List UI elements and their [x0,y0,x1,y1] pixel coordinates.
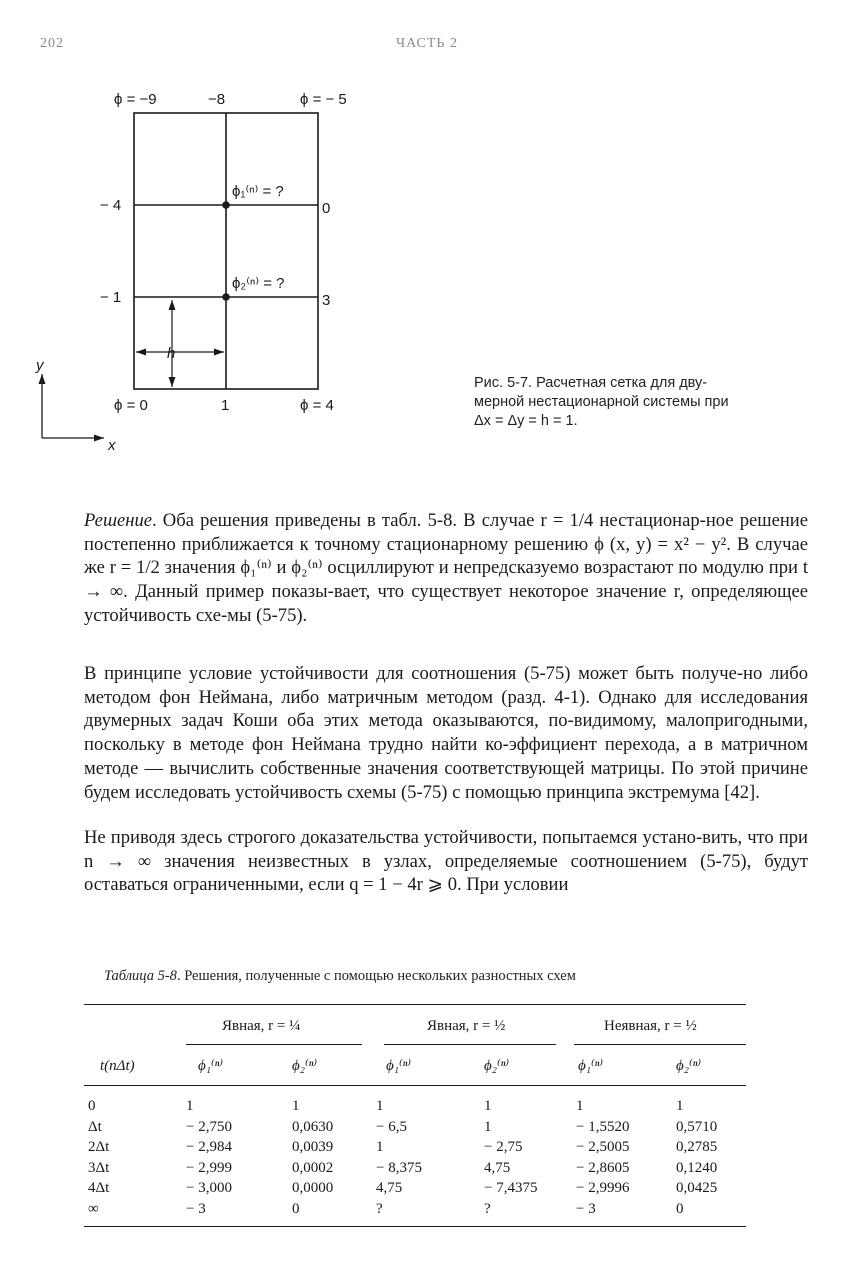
table-cell: 0,0425 [676,1180,718,1196]
label-top-right: ϕ = − 5 [300,91,347,108]
table-cell: 0 [676,1200,684,1217]
table-bottom-rule [84,1226,746,1227]
table-time-cell: 3Δt [88,1159,110,1176]
column-header-phi1: ϕ₁⁽ⁿ⁾ [198,1058,224,1074]
table-top-rule [84,1004,746,1005]
table-cell: − 3 [576,1200,596,1217]
table-time-cell: Δt [88,1118,102,1135]
table-cell: 1 [484,1118,492,1135]
node-phi2 [222,293,230,301]
table-cell: − 2,984 [186,1139,232,1155]
table-cell: 1 [376,1098,384,1114]
table-caption-label: Таблица 5-8 [104,968,177,984]
label-left-low: − 1 [100,289,122,306]
column-header-time: t(nΔt) [100,1058,135,1074]
label-axis-y: y [36,357,44,374]
table-cell: ? [484,1200,491,1217]
group-rule-2 [384,1044,556,1045]
table-cell: − 2,999 [186,1159,232,1176]
label-h: h [167,345,176,362]
column-header-phi2: ϕ₂⁽ⁿ⁾ [292,1058,318,1074]
table-cell: 4,75 [484,1159,511,1176]
group-header-implicit-half: Неявная, r = ½ [604,1018,697,1034]
label-phi2: ϕ₂⁽ⁿ⁾ = ? [232,275,285,292]
v-arrow-up [169,300,176,310]
group-rule-3 [574,1044,746,1045]
x-axis-arrow [94,435,104,442]
table-cell: 0,0630 [292,1118,334,1135]
table-header-rule [84,1085,746,1086]
table-cell: 0,2785 [676,1139,718,1155]
table-cell: 4,75 [376,1180,403,1196]
column-header-phi2: ϕ₂⁽ⁿ⁾ [484,1058,510,1074]
v-arrow-down [169,377,176,387]
table-cell: − 2,750 [186,1118,232,1135]
table-cell: 1 [676,1098,684,1114]
y-axis-arrow [39,374,46,384]
table-caption [104,968,576,985]
table-cell: ? [376,1200,383,1217]
paragraph-proof: Не приводя здесь строгого доказательства устойчивости, попытаемся устано-вить, что при n → ∞ значения неизвестных в узлах, определяемые соотношением (5-75), будут оставаться ограниченными, если q = 1 − 4r ⩾ 0. При условии [84,827,808,896]
table-cell: − 1,5520 [576,1118,630,1135]
label-right-mid: 0 [322,200,331,217]
group-header-explicit-half: Явная, r = ½ [427,1018,506,1034]
table-cell: − 2,9996 [576,1180,630,1196]
figure-caption [474,374,774,431]
group-rule-1 [186,1044,362,1045]
label-bottom-left: ϕ = 0 [114,397,148,414]
table-cell: 1 [292,1098,300,1114]
table-cell: 0,1240 [676,1159,718,1176]
label-bottom-right: ϕ = 4 [300,397,334,414]
table-cell: 0 [292,1200,300,1217]
table-cell: 1 [186,1098,194,1114]
figure-caption-line: Рис. 5-7. Расчетная сетка для дву- [474,375,708,391]
solution-label: Решение [84,510,153,531]
label-top-left: ϕ = −9 [114,91,157,108]
figure-caption-line: мерной нестационарной системы при [474,394,729,410]
label-axis-x: x [108,437,116,454]
label-left-mid: − 4 [100,197,122,214]
table-cell: − 8,375 [376,1159,422,1176]
page-number: 202 [40,36,64,51]
table-time-cell: 4Δt [88,1180,110,1196]
paragraph-solution [84,509,808,628]
figure-caption-line: Δx = Δy = h = 1. [474,413,578,429]
table-cell: 0,0002 [292,1159,334,1176]
table-time-cell: 0 [88,1098,96,1114]
table-cell: 1 [376,1139,384,1155]
table-caption-text: . Решения, полученные с помощью нескольких разностных схем [176,968,576,984]
table-cell: − 7,4375 [484,1180,538,1196]
column-header-phi2: ϕ₂⁽ⁿ⁾ [676,1058,702,1074]
label-right-low: 3 [322,292,331,309]
table-cell: 1 [576,1098,584,1114]
h-arrow-right [214,349,224,356]
table-cell: − 2,8605 [576,1159,630,1176]
table-cell: 0,5710 [676,1118,718,1135]
table-cell: − 6,5 [376,1118,407,1135]
table-cell: 0,0000 [292,1180,334,1196]
running-header: ЧАСТЬ 2 [396,36,458,51]
label-phi1: ϕ₁⁽ⁿ⁾ = ? [232,183,284,200]
table-time-cell: ∞ [88,1200,99,1217]
table-cell: − 2,75 [484,1139,523,1155]
h-arrow-left [136,349,146,356]
table-cell: − 3 [186,1200,206,1217]
column-header-phi1: ϕ₁⁽ⁿ⁾ [386,1058,412,1074]
node-phi1 [222,201,230,209]
column-header-phi1: ϕ₁⁽ⁿ⁾ [578,1058,604,1074]
table-cell: 0,0039 [292,1139,334,1155]
solution-text: . Оба решения приведены в табл. 5-8. В случае r = 1/4 нестационар-ное решение постепенно приближается к точному стационарному решению ϕ (x, y) = x² − y². В случае же r = 1/2 значения ϕ₁⁽ⁿ⁾ и ϕ₂⁽ⁿ⁾ осциллируют и непредсказуемо возрастают по модулю при t → ∞. Данный пример показы-вает, что существует некоторое значение r, определяющее устойчивость схе-мы (5-75). [84,510,808,626]
label-top-mid: −8 [208,91,226,108]
label-bottom-mid: 1 [221,397,230,414]
group-header-explicit-quarter: Явная, r = ¼ [222,1018,301,1034]
table-cell: 1 [484,1098,492,1114]
table-time-cell: 2Δt [88,1139,110,1155]
paragraph-stability: В принципе условие устойчивости для соотношения (5-75) может быть получе-но либо методом фон Неймана, либо матричным методом (разд. 4-1). Однако для исследования двумерных задач Коши оба этих метода оказываются, по-видимому, малопригодными, поскольку в методе фон Неймана трудно найти ко-эффициент перехода, а в матричном методе — вычислить собственные значения соответствующей матрицы. По этой причине будем исследовать устойчивость схемы (5-75) с помощью принципа экстремума [42]. [84,663,808,803]
table-cell: − 3,000 [186,1180,232,1196]
table-cell: − 2,5005 [576,1139,630,1155]
